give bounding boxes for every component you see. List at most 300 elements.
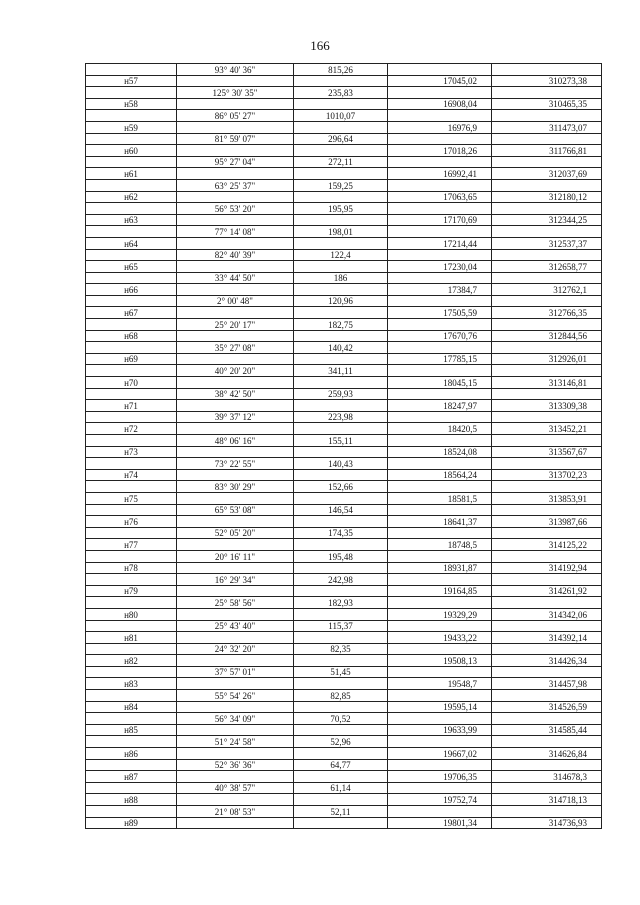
angle-cell [177,701,294,713]
angle-cell: 83° 30' 29" [177,481,294,493]
x-coordinate-cell [388,643,492,655]
y-coordinate-cell [492,666,602,678]
segment-row [86,110,602,122]
angle-cell: 2° 00' 48" [177,295,294,307]
x-coordinate-cell [388,388,492,400]
length-cell: 120,96 [294,295,388,307]
angle-cell: 25° 20' 17" [177,319,294,331]
length-cell: 82,35 [294,643,388,655]
length-cell: 259,93 [294,388,388,400]
x-coordinate-cell: 17045,02 [388,75,492,87]
point-id-cell [86,249,177,261]
angle-cell [177,191,294,203]
length-cell: 159,25 [294,179,388,191]
point-id-cell: н59 [86,121,177,133]
angle-cell [177,516,294,528]
length-cell [294,632,388,644]
x-coordinate-cell [388,574,492,586]
point-id-cell [86,295,177,307]
segment-row [86,156,602,168]
segment-row [86,597,602,609]
length-cell [294,400,388,412]
point-id-cell: н76 [86,516,177,528]
angle-cell [177,794,294,806]
point-row [86,748,602,760]
angle-cell [177,748,294,760]
point-id-cell [86,226,177,238]
point-id-cell [86,156,177,168]
y-coordinate-cell [492,806,602,818]
point-id-cell [86,643,177,655]
angle-cell: 82° 40' 39" [177,249,294,261]
length-cell: 235,83 [294,87,388,99]
point-id-cell [86,87,177,99]
point-id-cell: н88 [86,794,177,806]
segment-row [86,504,602,516]
y-coordinate-cell: 313567,67 [492,446,602,458]
point-id-cell [86,64,177,76]
angle-cell [177,168,294,180]
point-id-cell: н73 [86,446,177,458]
x-coordinate-cell [388,435,492,447]
length-cell [294,214,388,226]
point-id-cell: н83 [86,678,177,690]
x-coordinate-cell [388,272,492,284]
length-cell [294,469,388,481]
point-row [86,98,602,110]
segment-row [86,574,602,586]
length-cell: 195,48 [294,550,388,562]
x-coordinate-cell: 19706,35 [388,771,492,783]
length-cell: 64,77 [294,759,388,771]
segment-row [86,620,602,632]
y-coordinate-cell: 314718,13 [492,794,602,806]
angle-cell: 52° 05' 20" [177,527,294,539]
x-coordinate-cell: 17063,65 [388,191,492,203]
angle-cell [177,539,294,551]
length-cell [294,724,388,736]
point-id-cell: н78 [86,562,177,574]
point-row [86,377,602,389]
point-id-cell [86,272,177,284]
x-coordinate-cell: 16992,41 [388,168,492,180]
x-coordinate-cell: 18247,97 [388,400,492,412]
point-id-cell [86,110,177,122]
y-coordinate-cell: 314736,93 [492,817,602,829]
point-id-cell: н62 [86,191,177,203]
x-coordinate-cell: 19548,7 [388,678,492,690]
x-coordinate-cell: 17384,7 [388,284,492,296]
length-cell: 155,11 [294,435,388,447]
point-id-cell [86,504,177,516]
x-coordinate-cell: 19667,02 [388,748,492,760]
y-coordinate-cell [492,550,602,562]
y-coordinate-cell [492,179,602,191]
y-coordinate-cell: 314342,06 [492,608,602,620]
angle-cell: 40° 38' 57" [177,782,294,794]
y-coordinate-cell: 314526,59 [492,701,602,713]
point-id-cell: н74 [86,469,177,481]
segment-row [86,342,602,354]
length-cell [294,701,388,713]
y-coordinate-cell: 314626,84 [492,748,602,760]
length-cell [294,492,388,504]
point-id-cell [86,759,177,771]
angle-cell [177,446,294,458]
length-cell [294,748,388,760]
point-id-cell [86,411,177,423]
x-coordinate-cell [388,156,492,168]
angle-cell: 125° 30' 35" [177,87,294,99]
y-coordinate-cell [492,133,602,145]
angle-cell: 95° 27' 04" [177,156,294,168]
length-cell: 182,75 [294,319,388,331]
point-id-cell [86,179,177,191]
y-coordinate-cell [492,481,602,493]
point-id-cell: н67 [86,307,177,319]
length-cell: 51,45 [294,666,388,678]
point-row [86,400,602,412]
x-coordinate-cell [388,249,492,261]
x-coordinate-cell: 18581,5 [388,492,492,504]
y-coordinate-cell: 310273,38 [492,75,602,87]
angle-cell: 37° 57' 01" [177,666,294,678]
y-coordinate-cell [492,87,602,99]
point-id-cell [86,782,177,794]
length-cell: 272,11 [294,156,388,168]
segment-row [86,527,602,539]
y-coordinate-cell [492,643,602,655]
y-coordinate-cell: 310465,35 [492,98,602,110]
point-row [86,261,602,273]
x-coordinate-cell [388,597,492,609]
y-coordinate-cell: 312180,12 [492,191,602,203]
angle-cell: 25° 43' 40" [177,620,294,632]
y-coordinate-cell: 312537,37 [492,237,602,249]
length-cell: 70,52 [294,713,388,725]
length-cell: 61,14 [294,782,388,794]
y-coordinate-cell [492,156,602,168]
point-id-cell [86,388,177,400]
length-cell [294,145,388,157]
y-coordinate-cell [492,504,602,516]
y-coordinate-cell [492,226,602,238]
angle-cell: 40° 20' 20" [177,365,294,377]
point-id-cell: н61 [86,168,177,180]
segment-row [86,666,602,678]
segment-row [86,458,602,470]
length-cell [294,307,388,319]
point-id-cell: н68 [86,330,177,342]
point-id-cell [86,319,177,331]
x-coordinate-cell: 19801,34 [388,817,492,829]
point-row [86,492,602,504]
length-cell: 242,98 [294,574,388,586]
segment-row [86,690,602,702]
segment-row [86,550,602,562]
y-coordinate-cell [492,110,602,122]
point-row [86,423,602,435]
x-coordinate-cell [388,690,492,702]
segment-row [86,203,602,215]
x-coordinate-cell [388,87,492,99]
segment-row [86,736,602,748]
y-coordinate-cell: 311766,81 [492,145,602,157]
angle-cell [177,678,294,690]
length-cell: 296,64 [294,133,388,145]
angle-cell [177,307,294,319]
y-coordinate-cell [492,272,602,284]
x-coordinate-cell: 19329,29 [388,608,492,620]
point-row [86,168,602,180]
y-coordinate-cell: 313146,81 [492,377,602,389]
segment-row [86,365,602,377]
x-coordinate-cell: 18641,37 [388,516,492,528]
angle-cell: 56° 34' 09" [177,713,294,725]
length-cell: 152,66 [294,481,388,493]
y-coordinate-cell [492,295,602,307]
point-id-cell [86,481,177,493]
length-cell [294,771,388,783]
x-coordinate-cell: 18748,5 [388,539,492,551]
x-coordinate-cell [388,759,492,771]
angle-cell: 21° 08' 53" [177,806,294,818]
angle-cell [177,771,294,783]
point-id-cell [86,597,177,609]
length-cell [294,121,388,133]
coordinates-table-container [85,63,601,829]
x-coordinate-cell: 19164,85 [388,585,492,597]
point-row [86,191,602,203]
point-id-cell [86,666,177,678]
x-coordinate-cell: 18045,15 [388,377,492,389]
y-coordinate-cell: 313853,91 [492,492,602,504]
point-row [86,121,602,133]
point-row [86,771,602,783]
x-coordinate-cell: 19752,74 [388,794,492,806]
angle-cell [177,75,294,87]
point-row [86,446,602,458]
angle-cell [177,377,294,389]
point-id-cell [86,713,177,725]
y-coordinate-cell [492,319,602,331]
length-cell [294,794,388,806]
point-id-cell: н75 [86,492,177,504]
x-coordinate-cell: 17214,44 [388,237,492,249]
point-id-cell: н89 [86,817,177,829]
x-coordinate-cell: 18564,24 [388,469,492,481]
segment-row [86,388,602,400]
point-id-cell: н65 [86,261,177,273]
length-cell [294,98,388,110]
x-coordinate-cell [388,319,492,331]
x-coordinate-cell: 17505,59 [388,307,492,319]
point-id-cell: н60 [86,145,177,157]
segment-row [86,411,602,423]
angle-cell: 63° 25' 37" [177,179,294,191]
length-cell: 223,98 [294,411,388,423]
length-cell [294,237,388,249]
point-id-cell [86,620,177,632]
segment-row [86,133,602,145]
point-id-cell: н79 [86,585,177,597]
angle-cell: 51° 24' 58" [177,736,294,748]
x-coordinate-cell [388,226,492,238]
point-id-cell: н87 [86,771,177,783]
x-coordinate-cell: 17170,69 [388,214,492,226]
angle-cell: 56° 53' 20" [177,203,294,215]
y-coordinate-cell [492,527,602,539]
y-coordinate-cell [492,736,602,748]
angle-cell: 52° 36' 36" [177,759,294,771]
angle-cell [177,145,294,157]
x-coordinate-cell [388,365,492,377]
length-cell [294,353,388,365]
point-row [86,330,602,342]
x-coordinate-cell: 17670,76 [388,330,492,342]
point-id-cell: н72 [86,423,177,435]
y-coordinate-cell [492,713,602,725]
x-coordinate-cell [388,295,492,307]
x-coordinate-cell [388,806,492,818]
point-id-cell: н80 [86,608,177,620]
x-coordinate-cell: 19633,99 [388,724,492,736]
length-cell: 1010,07 [294,110,388,122]
x-coordinate-cell [388,179,492,191]
x-coordinate-cell: 18524,08 [388,446,492,458]
x-coordinate-cell: 16976,9 [388,121,492,133]
point-row [86,562,602,574]
point-row [86,516,602,528]
segment-row [86,272,602,284]
segment-row [86,87,602,99]
point-id-cell: н66 [86,284,177,296]
length-cell [294,261,388,273]
y-coordinate-cell: 314678,3 [492,771,602,783]
angle-cell [177,330,294,342]
length-cell [294,330,388,342]
angle-cell [177,562,294,574]
angle-cell: 65° 53' 08" [177,504,294,516]
length-cell [294,562,388,574]
segment-row [86,64,602,76]
point-id-cell [86,806,177,818]
x-coordinate-cell [388,782,492,794]
point-id-cell: н86 [86,748,177,760]
point-id-cell: н64 [86,237,177,249]
segment-row [86,713,602,725]
length-cell [294,75,388,87]
length-cell [294,446,388,458]
segment-row [86,319,602,331]
y-coordinate-cell: 314192,94 [492,562,602,574]
angle-cell: 35° 27' 08" [177,342,294,354]
angle-cell [177,261,294,273]
point-id-cell [86,527,177,539]
x-coordinate-cell [388,133,492,145]
x-coordinate-cell [388,64,492,76]
point-id-cell: н58 [86,98,177,110]
angle-cell [177,817,294,829]
point-id-cell [86,342,177,354]
point-id-cell: н81 [86,632,177,644]
angle-cell: 33° 44' 50" [177,272,294,284]
segment-row [86,643,602,655]
length-cell [294,817,388,829]
x-coordinate-cell: 17785,15 [388,353,492,365]
y-coordinate-cell: 313987,66 [492,516,602,528]
length-cell [294,284,388,296]
angle-cell: 16° 29' 34" [177,574,294,586]
y-coordinate-cell: 312766,35 [492,307,602,319]
point-row [86,469,602,481]
point-id-cell [86,736,177,748]
point-id-cell: н70 [86,377,177,389]
x-coordinate-cell [388,411,492,423]
length-cell: 174,35 [294,527,388,539]
x-coordinate-cell: 19595,14 [388,701,492,713]
length-cell: 341,11 [294,365,388,377]
y-coordinate-cell [492,759,602,771]
angle-cell: 73° 22' 55" [177,458,294,470]
x-coordinate-cell [388,481,492,493]
point-id-cell: н63 [86,214,177,226]
y-coordinate-cell: 314585,44 [492,724,602,736]
x-coordinate-cell: 17230,04 [388,261,492,273]
length-cell: 122,4 [294,249,388,261]
length-cell [294,191,388,203]
x-coordinate-cell [388,736,492,748]
x-coordinate-cell: 17018,26 [388,145,492,157]
y-coordinate-cell [492,411,602,423]
y-coordinate-cell [492,782,602,794]
angle-cell [177,469,294,481]
y-coordinate-cell [492,690,602,702]
coordinates-table [85,63,602,829]
x-coordinate-cell: 19508,13 [388,655,492,667]
point-id-cell [86,458,177,470]
point-row [86,307,602,319]
point-id-cell [86,133,177,145]
x-coordinate-cell [388,666,492,678]
x-coordinate-cell: 18420,5 [388,423,492,435]
angle-cell [177,608,294,620]
point-row [86,145,602,157]
segment-row [86,295,602,307]
length-cell [294,539,388,551]
x-coordinate-cell [388,620,492,632]
length-cell [294,168,388,180]
x-coordinate-cell [388,527,492,539]
y-coordinate-cell [492,597,602,609]
length-cell [294,655,388,667]
angle-cell: 93° 40' 36" [177,64,294,76]
angle-cell [177,284,294,296]
point-row [86,632,602,644]
length-cell: 82,85 [294,690,388,702]
length-cell: 140,43 [294,458,388,470]
length-cell: 198,01 [294,226,388,238]
point-row [86,724,602,736]
length-cell: 186 [294,272,388,284]
angle-cell: 81° 59' 07" [177,133,294,145]
y-coordinate-cell [492,435,602,447]
x-coordinate-cell: 18931,87 [388,562,492,574]
point-id-cell: н82 [86,655,177,667]
angle-cell [177,400,294,412]
y-coordinate-cell [492,203,602,215]
segment-row [86,782,602,794]
